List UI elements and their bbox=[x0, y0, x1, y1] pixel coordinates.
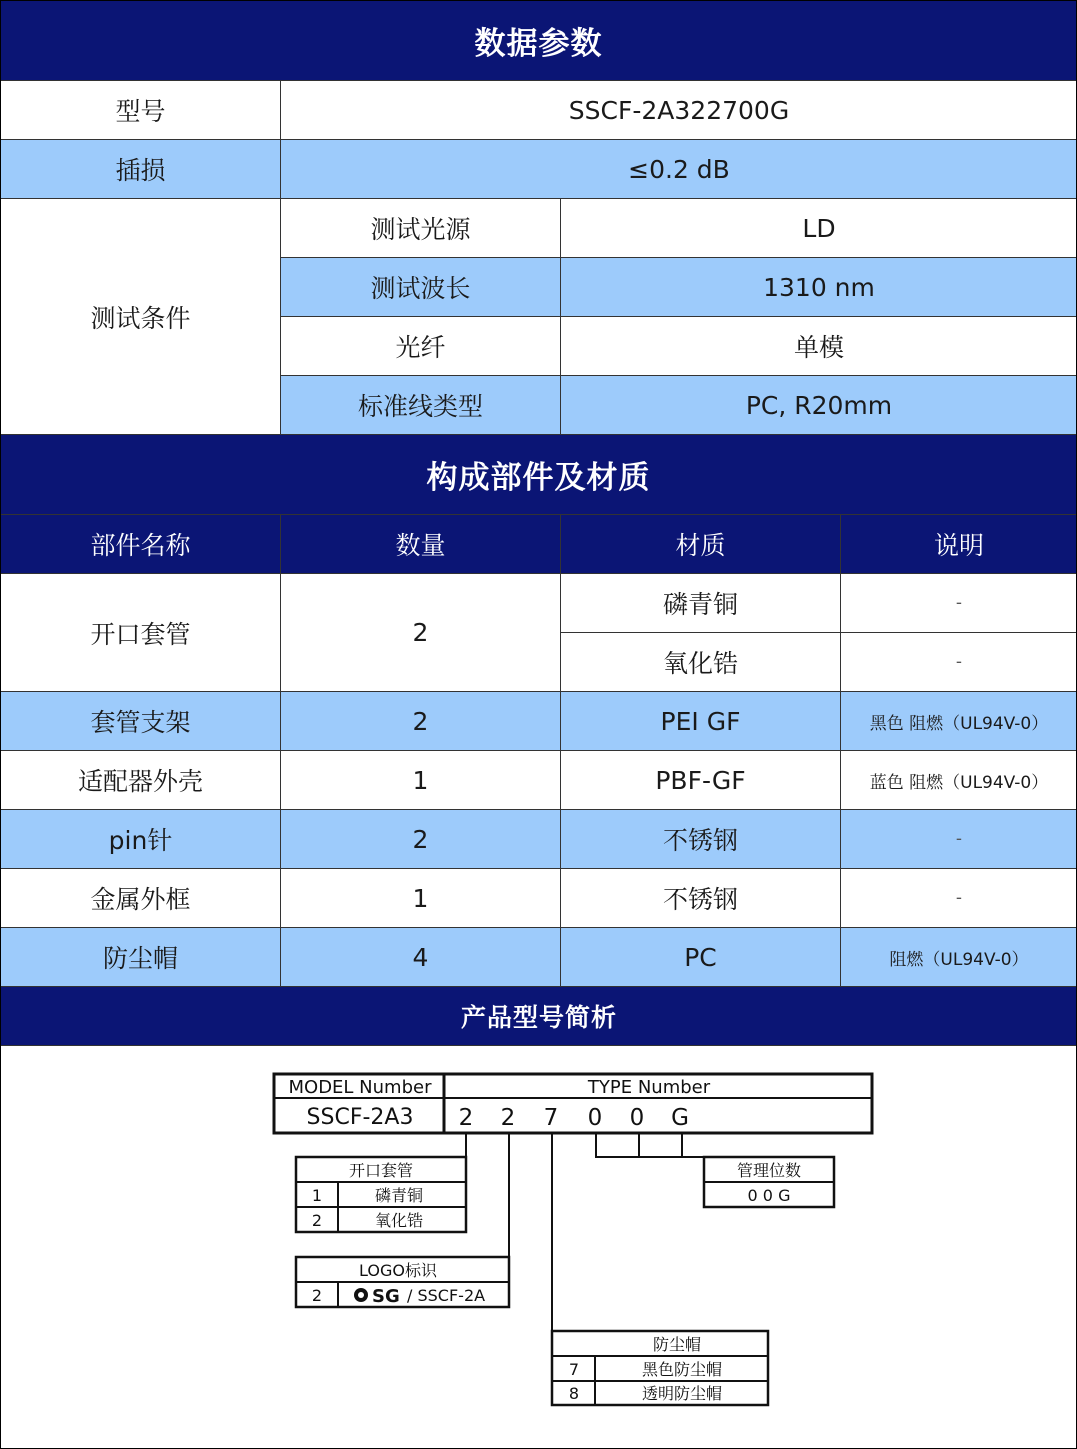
table-row-name: 金属外框 bbox=[1, 869, 281, 928]
sg-logo-inner-icon bbox=[358, 1292, 364, 1298]
table-row-name: 适配器外壳 bbox=[1, 751, 281, 810]
sleeve-name: 开口套管 bbox=[1, 574, 281, 692]
reference-cable-label: 标准线类型 bbox=[281, 376, 561, 435]
test-light-source-label: 测试光源 bbox=[281, 199, 561, 258]
table-row-qty: 4 bbox=[281, 928, 561, 987]
table-row-material: 不锈钢 bbox=[561, 810, 841, 869]
table-row-qty: 2 bbox=[281, 692, 561, 751]
insertion-loss-label: 插损 bbox=[1, 140, 281, 199]
sleeve-note-1: - bbox=[841, 574, 1077, 633]
type-number-header: TYPE Number bbox=[587, 1077, 711, 1098]
col-header-qty: 数量 bbox=[281, 515, 561, 574]
table-row-material: PEI GF bbox=[561, 692, 841, 751]
reference-cable-value: PC, R20mm bbox=[561, 376, 1077, 435]
table-row-material: PBF-GF bbox=[561, 751, 841, 810]
logo-mark-text: SG bbox=[372, 1286, 400, 1307]
table-row-qty: 2 bbox=[281, 810, 561, 869]
model-value: SSCF-2A322700G bbox=[281, 81, 1077, 140]
table-row-note: 蓝色 阻燃（UL94V-0） bbox=[841, 751, 1077, 810]
type-digit-4: 0 bbox=[587, 1105, 603, 1131]
test-wavelength-value: 1310 nm bbox=[561, 258, 1077, 317]
components-table bbox=[1, 515, 1077, 1046]
logo-text: / SSCF-2A bbox=[407, 1286, 486, 1305]
section-title-components: 构成部件及材质 bbox=[1, 435, 1076, 515]
fiber-value: 单模 bbox=[561, 317, 1077, 376]
sleeve-material-1-label: 磷青铜 bbox=[374, 1186, 424, 1205]
type-digit-6: G bbox=[671, 1105, 689, 1131]
sleeve-code-2: 2 bbox=[311, 1211, 323, 1230]
sleeve-legend-box bbox=[296, 1157, 466, 1232]
test-wavelength-label: 测试波长 bbox=[281, 258, 561, 317]
table-row-note: 黑色 阻燃（UL94V-0） bbox=[841, 692, 1077, 751]
col-header-name: 部件名称 bbox=[1, 515, 281, 574]
model-breakdown-svg bbox=[1, 1047, 1077, 1449]
sleeve-box-title: 开口套管 bbox=[348, 1161, 414, 1180]
col-header-note: 说明 bbox=[841, 515, 1077, 574]
table-row-note: - bbox=[841, 869, 1077, 928]
model-number-value: SSCF-2A3 bbox=[306, 1105, 414, 1130]
sleeve-note-2: - bbox=[841, 633, 1077, 692]
model-breakdown-diagram bbox=[1, 1047, 1077, 1449]
table-row-qty: 1 bbox=[281, 751, 561, 810]
table-row-name: 套管支架 bbox=[1, 692, 281, 751]
logo-legend-box bbox=[296, 1257, 509, 1307]
table-row-material: PC bbox=[561, 928, 841, 987]
dust-cap-box-title: 防尘帽 bbox=[652, 1335, 702, 1354]
insertion-loss-value: ≤0.2 dB bbox=[281, 140, 1077, 199]
management-box-title: 管理位数 bbox=[736, 1161, 802, 1180]
type-digit-5: 0 bbox=[629, 1105, 645, 1131]
sleeve-code-1: 1 bbox=[311, 1186, 323, 1205]
test-conditions-label: 测试条件 bbox=[1, 199, 281, 435]
sleeve-material-1: 磷青铜 bbox=[561, 574, 841, 633]
sleeve-qty: 2 bbox=[281, 574, 561, 692]
section-title-data-params: 数据参数 bbox=[1, 1, 1076, 81]
fiber-label: 光纤 bbox=[281, 317, 561, 376]
table-row-qty: 1 bbox=[281, 869, 561, 928]
logo-code: 2 bbox=[311, 1286, 323, 1305]
type-digit-1: 2 bbox=[458, 1105, 474, 1131]
test-light-source-value: LD bbox=[561, 199, 1077, 258]
management-legend-box bbox=[704, 1157, 834, 1207]
table-row-note: - bbox=[841, 810, 1077, 869]
logo-box-title: LOGO标识 bbox=[359, 1261, 437, 1280]
spec-table bbox=[1, 81, 1077, 435]
type-digit-2: 2 bbox=[500, 1105, 516, 1131]
table-row-material: 不锈钢 bbox=[561, 869, 841, 928]
dust-cap-legend-box bbox=[552, 1331, 768, 1405]
type-digit-3: 7 bbox=[543, 1105, 559, 1131]
model-label: 型号 bbox=[1, 81, 281, 140]
sleeve-material-2-label: 氧化锆 bbox=[374, 1211, 424, 1230]
table-row-note: 阻燃（UL94V-0） bbox=[841, 928, 1077, 987]
dust-cap-code-2: 8 bbox=[568, 1384, 580, 1403]
sleeve-material-2: 氧化锆 bbox=[561, 633, 841, 692]
management-box-value: 0 0 G bbox=[747, 1186, 791, 1205]
table-row-name: 防尘帽 bbox=[1, 928, 281, 987]
table-row-name: pin针 bbox=[1, 810, 281, 869]
col-header-material: 材质 bbox=[561, 515, 841, 574]
model-number-header: MODEL Number bbox=[288, 1077, 432, 1098]
dust-cap-type-2: 透明防尘帽 bbox=[641, 1384, 723, 1403]
section-title-model-breakdown: 产品型号简析 bbox=[1, 987, 1077, 1046]
dust-cap-code-1: 7 bbox=[568, 1360, 580, 1379]
dust-cap-type-1: 黑色防尘帽 bbox=[641, 1360, 723, 1379]
